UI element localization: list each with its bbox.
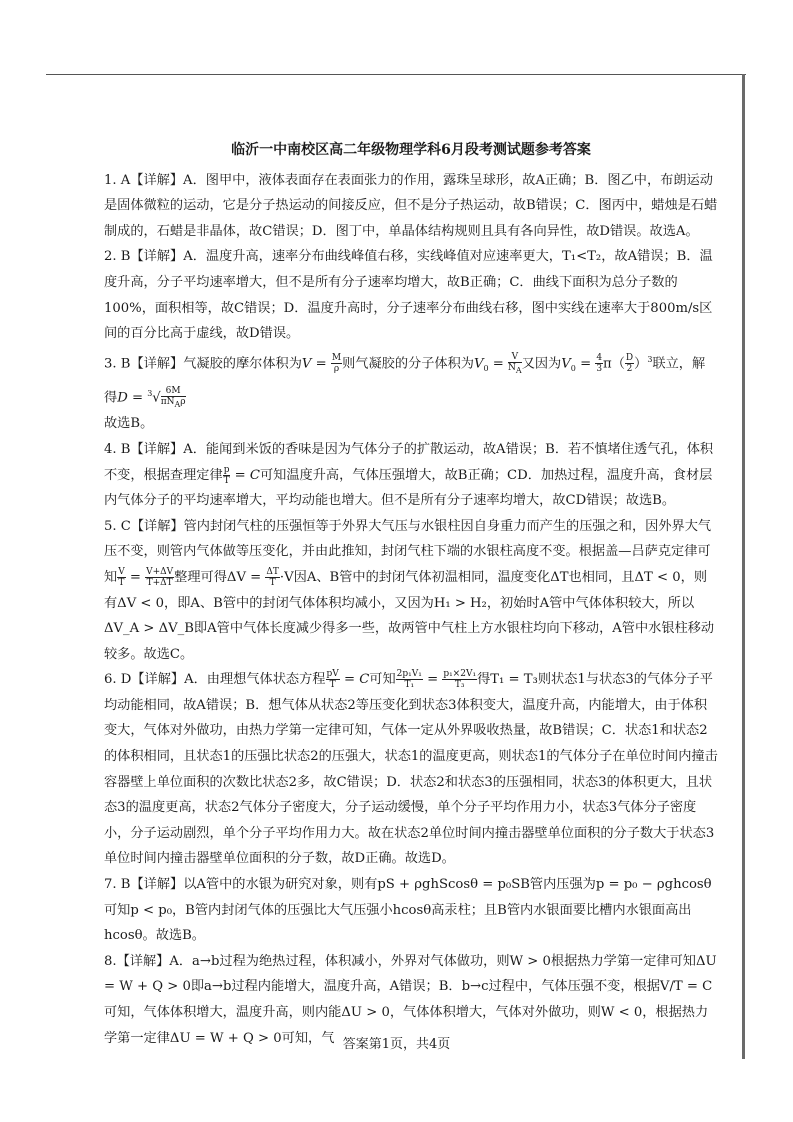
answer-8: 8.【详解】A．a→b过程为绝热过程，体积减小，外界对气体做功，则W > 0根据热力学第一定律可知ΔU = W + Q > 0即a→b过程内能增大，温度升高，A错误；B．b→c过程中，气体压强不变，根据V/T = C可知，气体体积增大，温度升高，则内能ΔU > 0，气体体积增大，气体对外做功，则W < 0，根据热力学第一定律ΔU = W + Q > 0可知，气: [104, 953, 717, 1046]
answer-7: 7. B【详解】以A管中的水银为研究对象，则有pS + ρghScosθ = p₀SB管内压强为p = p₀ − ρghcosθ可知p < p₀，B管内封闭气体的压强比大气压强小hcosθ高汞柱；且B管内水银面要比槽内水银面高出hcosθ。故选B。: [104, 877, 712, 944]
fraction: $\frac{V}{N_A}$: [508, 351, 522, 375]
fraction: $\frac{M}{\rho}$: [331, 353, 342, 375]
fraction: $\frac{\text{2p₁V₁}}{\text{T₁}}$: [396, 669, 422, 691]
page-title: 临沂一中南校区高二年级物理学科6月段考测试题参考答案: [231, 142, 591, 158]
fraction: $\frac{4}{3}$: [596, 353, 603, 375]
answer-3: 3. B【详解】气凝胶的摩尔体积为V = $\frac{M}{\rho}$ 则气凝胶的分子体积为$V_0$ = $\frac{V}{N_A}$ 又因为$V_0$ = $\frac{4}{3}$ π（ $\frac{D}{2}$ ）$^3$联立，解得D = $^3$√ $\frac{6M}{\pi N_A\rho}$ 故选B。: [104, 351, 706, 432]
answer-4: 4. B【详解】A．能闻到米饭的香味是因为气体分子的扩散运动，故A错误；B．若不慎堵住透气孔，体积不变，根据查理定律 $\frac{p}{T}$ = C可知温度升高，气体压强增大，故B正确；CD．加热过程，温度升高，食材层内气体分子的平均速率增大，平均动能也增大。但不是所有分子速率均增大，故CD错误；故选B。: [104, 441, 714, 509]
fraction: $\frac{\text{p₁×2V₁}}{\text{T₃}}$: [443, 669, 477, 691]
page-footer: 答案第1页，共4页: [342, 1037, 451, 1052]
right-scan-edge: [742, 74, 745, 1059]
fraction: $\frac{6M}{\pi N_A\rho}$: [160, 386, 186, 410]
fraction: $\frac{p}{T}$: [223, 464, 230, 486]
answer-6: 6. D【详解】A．由理想气体状态方程 $\frac{pV}{T}$ = C可知 $\frac{\text{2p₁V₁}}{\text{T₁}}$ = $\frac{\text{p₁×2V₁}}{\text{T₃}}$ 得T₁ = T₃则状态1与状态3的气体分子平均动能相同，故A错误；B．想气体从状态2等压变化到状态3体积变大，温度升高，内能增大，由于体积变大，气体对外做功，由热力学第一定律可知，气体一定从外界吸收热量，故B错误；C．状态1和状态2的体积相同，且状态1的压强比状态2的压强大，状态1的温度更高，则状态1的气体分子在单位时间内撞击容器壁上单位面积的次数比状态2多，故C错误；D．状态2和状态3的压强相同，状态3的体积更大，且状态3的温度更高，状态2气体分子密度大，分子运动缓慢，单个分子平均作用力小，状态3气体分子密度小，分子运动剧烈，单个分子平均作用力大。故在状态2单位时间内撞击器壁单位面积的分子数大于状态3单位时间内撞击器壁单位面积的分子数，故D正确。故选D。: [104, 669, 718, 867]
fraction: $\frac{D}{2}$: [625, 353, 634, 375]
fraction: $\frac{\Delta T}{T}$: [266, 566, 279, 588]
answer-1: 1. A【详解】A．图甲中，液体表面存在表面张力的作用，露珠呈球形，故A正确；B．图乙中，布朗运动是固体微粒的运动，它是分子热运动的间接反应，但不是分子热运动，故B错误；C．图丙中，蜡烛是石蜡制成的，石蜡是非晶体，故C错误；D．图丁中，单晶体结构规则且具有各向异性，故D错误。故选A。: [104, 172, 718, 239]
fraction: $\frac{pV}{T}$: [326, 669, 339, 691]
answer-2: 2. B【详解】A．温度升高，速率分布曲线峰值右移，实线峰值对应速率更大，T₁<T₂，故A错误；B．温度升高，分子平均速率增大，但不是所有分子速率均增大，故B正确；C．曲线下面积为总分子数的100%，面积相等，故C错误；D．温度升高时，分子速率分布曲线右移，图中实线在速率大于800m/s区间的百分比高于虚线，故D错误。: [104, 249, 713, 342]
top-border-line: [46, 74, 746, 75]
fraction: $\frac{V}{T}$: [118, 566, 125, 588]
fraction: $\frac{V+\Delta V}{T+\Delta T}$: [146, 566, 174, 588]
answer-sheet: [104, 138, 718, 1051]
answer-5: 5. C【详解】管内封闭气柱的压强恒等于外界大气压与水银柱因自身重力而产生的压强之和，因外界大气压不变，则管内气体做等压变化，并由此推知，封闭气柱下端的水银柱高度不变。根据盖—吕萨克定律可知 $\frac{V}{T}$ = $\frac{V+\Delta V}{T+\Delta T}$ 整理可得ΔV = $\frac{\Delta T}{T}$ ·V因A、B管中的封闭气体初温相同，温度变化ΔT也相同，且ΔT < 0，则有ΔV < 0，即A、B管中的封闭气体体积均减小，又因为H₁ > H₂，初始时A管中气体体积较大，所以ΔV_A > ΔV_B即A管中气体长度减少得多一些，故两管中气柱上方水银柱均向下移动，A管中水银柱移动较多。故选C。: [104, 518, 715, 662]
